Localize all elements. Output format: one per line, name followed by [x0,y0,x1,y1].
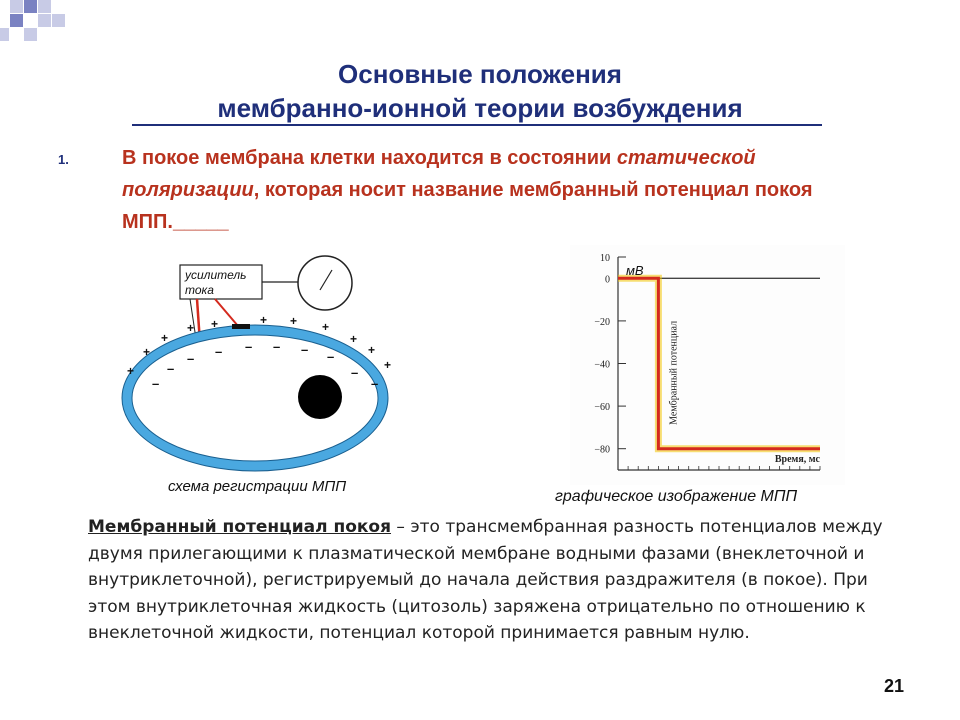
minus-sign: – [215,344,223,359]
bullet-text-part2: , которая носит название мембранный потенциал покоя МПП. [122,179,813,233]
minus-sign: – [167,361,175,376]
cell-membrane [127,330,383,466]
bullet-text-part1: В покое мембрана клетки находится в состоянии [122,147,617,169]
minus-sign: – [351,365,359,380]
definition-paragraph [88,514,888,647]
plus-sign: + [322,320,330,334]
mpp-graph [570,245,845,485]
plus-sign: + [161,331,169,345]
scheme-caption: схема регистрации МПП [168,478,347,495]
vertical-axis-label: Мембранный потенциал [668,320,680,425]
minus-sign: – [301,342,309,357]
registration-scheme [115,250,415,490]
plus-sign: + [127,364,135,378]
slide-title-line2: мембранно-ионной теории возбуждения [217,93,743,123]
minus-sign: – [152,376,160,391]
bullet-text [122,142,842,238]
plus-sign: + [143,345,151,359]
minus-sign: – [187,351,195,366]
bullet-text-italic: статической поляризации [122,147,756,201]
y-tick-label: −80 [594,444,610,456]
minus-sign: – [245,339,253,354]
bullet-number: 1. [58,152,69,167]
plus-sign: + [368,343,376,357]
bullet-text-tail: _____ [172,211,229,233]
plus-sign: + [211,317,219,331]
cell-nucleus [298,375,342,419]
minus-sign: – [327,349,335,364]
plus-sign: + [187,321,195,335]
plus-sign: + [260,313,268,327]
y-tick-label: 10 [600,253,610,264]
y-tick-label: 0 [605,274,610,286]
page-number: 21 [883,676,904,696]
plus-sign: + [384,358,392,372]
y-unit-label: мВ [626,263,644,278]
amplifier-label-line2: тока [185,283,214,297]
minus-sign: – [371,376,379,391]
y-tick-label: −60 [594,402,610,414]
slide-title-line1: Основные положения [338,59,622,89]
plus-sign: + [350,332,358,346]
plus-sign: + [290,314,298,328]
definition-text: – это трансмембранная разность потенциалов между двумя прилегающими к плазматической мембране водными фазами (внеклеточной и внутриклеточной), регистрируемый до начала действия раздражителя (в покое). При этом внутриклеточная жидкость (цитозоль) заряжена отрицательно по отношению к внеклеточной жидкости, потенциал которой принимается равным нулю. [88,517,883,643]
y-tick-label: −20 [594,316,610,328]
corner-decoration [0,0,80,50]
x-axis-label: Время, мс [774,454,820,465]
graph-caption: графическое изображение МПП [555,488,798,505]
minus-sign: – [273,339,281,354]
amplifier-label-line1: усилитель [185,268,247,282]
definition-term: Мембранный потенциал покоя [88,517,392,537]
y-tick-label: −40 [594,359,610,371]
title-underline [132,124,822,126]
voltmeter [298,256,352,310]
